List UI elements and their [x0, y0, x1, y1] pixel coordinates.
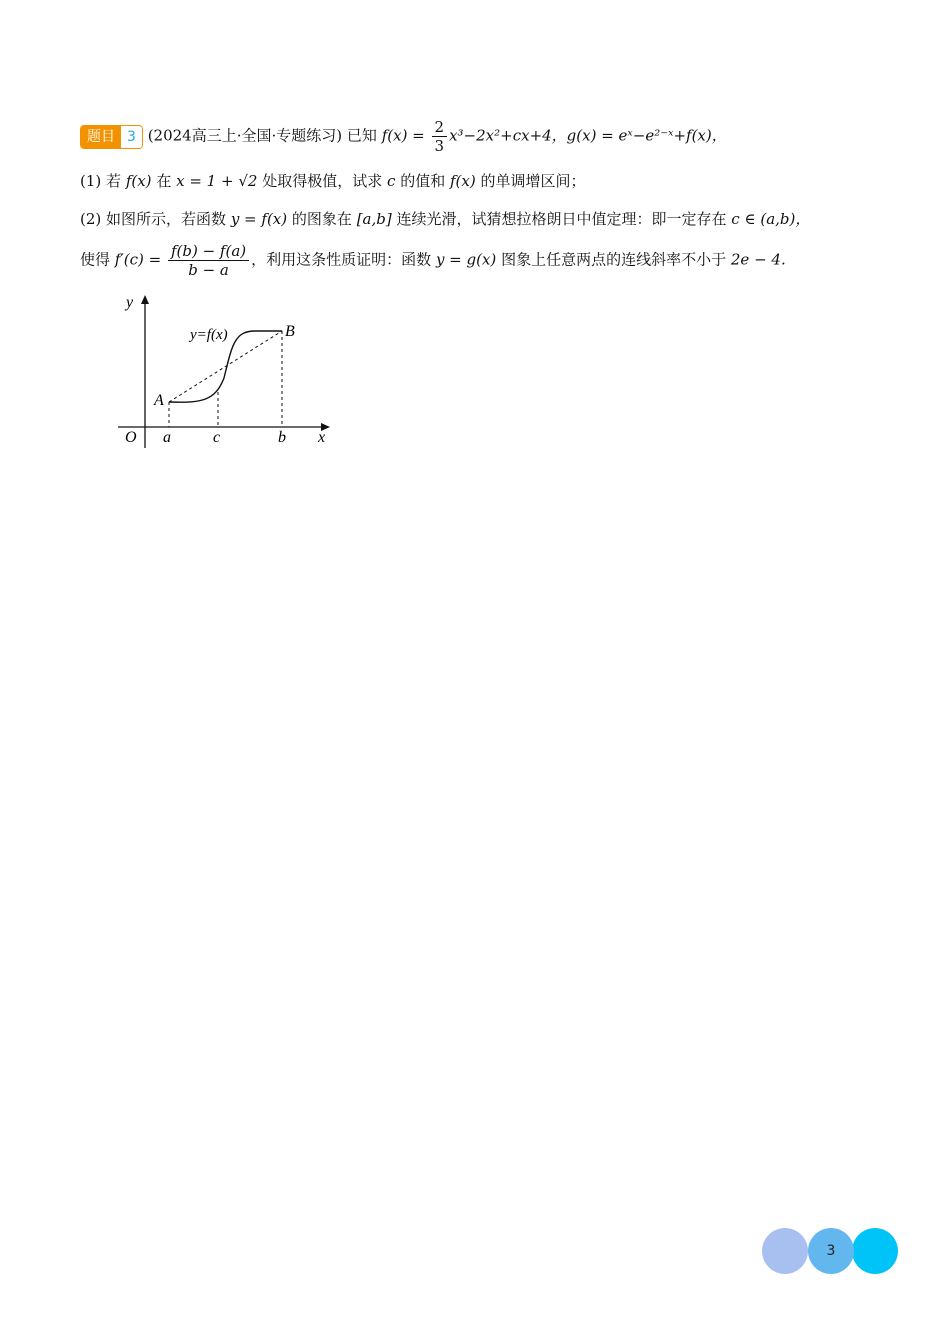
- f-definition-lhs: f(x) =: [381, 126, 430, 145]
- problem-part-2: [80, 208, 810, 230]
- label-curve: y=f(x): [190, 327, 228, 343]
- part2-math-c-in: c ∈ (a,b)，: [731, 210, 811, 228]
- y-axis-arrow: [141, 295, 149, 304]
- part1-math-fx-2: f(x): [450, 172, 476, 190]
- mean-value-numerator: f(b) − f(a): [168, 242, 249, 261]
- label-c: c: [213, 429, 221, 446]
- label-y: y: [126, 294, 134, 311]
- label-point-a: A: [154, 392, 164, 409]
- problem-tag: [80, 125, 143, 149]
- part3-text-b: ，利用这条性质证明：函数: [251, 250, 432, 269]
- part2-math-yfx: y = f(x): [230, 210, 288, 228]
- part1-text-c: 处取得极值，试求: [262, 172, 383, 190]
- part1-text-e: 的单调增区间；: [480, 172, 586, 190]
- part1-text-a: (1) 若: [80, 172, 122, 190]
- label-a: a: [163, 429, 171, 446]
- part2-text-b: 的图象在: [291, 210, 352, 228]
- mean-value-denominator: b − a: [188, 261, 229, 279]
- problem-part-2-cont: [80, 242, 786, 279]
- problem-source: (2024高三上·全国·专题练习): [147, 126, 343, 145]
- page-number: 3: [808, 1228, 854, 1274]
- part3-math-bound: 2e − 4.: [730, 250, 786, 269]
- mean-value-fraction: [168, 242, 249, 279]
- page-number-badge: [762, 1228, 902, 1278]
- problem-part-1: [80, 170, 586, 192]
- problem-tag-label: 题目: [81, 126, 121, 148]
- part1-math-c: c: [387, 172, 396, 190]
- part3-text-a: 使得: [80, 250, 111, 269]
- part1-text-b: 在: [156, 172, 172, 190]
- part2-text-a: (2) 如图所示，若函数: [80, 210, 227, 228]
- problem-intro: 已知: [346, 126, 377, 145]
- part2-math-interval: [a,b]: [356, 210, 392, 228]
- part2-text-c: 连续光滑，试猜想拉格朗日中值定理：即一定存在: [396, 210, 727, 228]
- part1-math-x-value: x = 1 + √2: [176, 172, 258, 190]
- label-b: b: [278, 429, 286, 446]
- label-origin: O: [125, 429, 137, 446]
- part3-text-c: 图象上任意两点的连线斜率不小于: [501, 250, 727, 269]
- label-x: x: [318, 429, 326, 446]
- problem-tag-number: 3: [121, 126, 142, 148]
- fraction-numerator: 2: [432, 118, 448, 137]
- part1-math-fx: f(x): [125, 172, 152, 190]
- badge-circle-right: [852, 1228, 898, 1274]
- mean-value-figure: [112, 290, 342, 450]
- badge-circle-left: [762, 1228, 808, 1274]
- f-g-definition-rest: x³−2x²+cx+4，g(x) = eˣ−e²⁻ˣ+f(x)，: [449, 126, 727, 145]
- part3-math-fprime: f′(c) =: [114, 250, 166, 269]
- two-thirds-fraction: [432, 118, 448, 155]
- part3-math-ygx: y = g(x): [435, 250, 497, 269]
- part1-text-d: 的值和: [400, 172, 446, 190]
- label-point-b: B: [285, 323, 295, 340]
- problem-line-1: [80, 118, 727, 155]
- fraction-denominator: 3: [434, 137, 445, 155]
